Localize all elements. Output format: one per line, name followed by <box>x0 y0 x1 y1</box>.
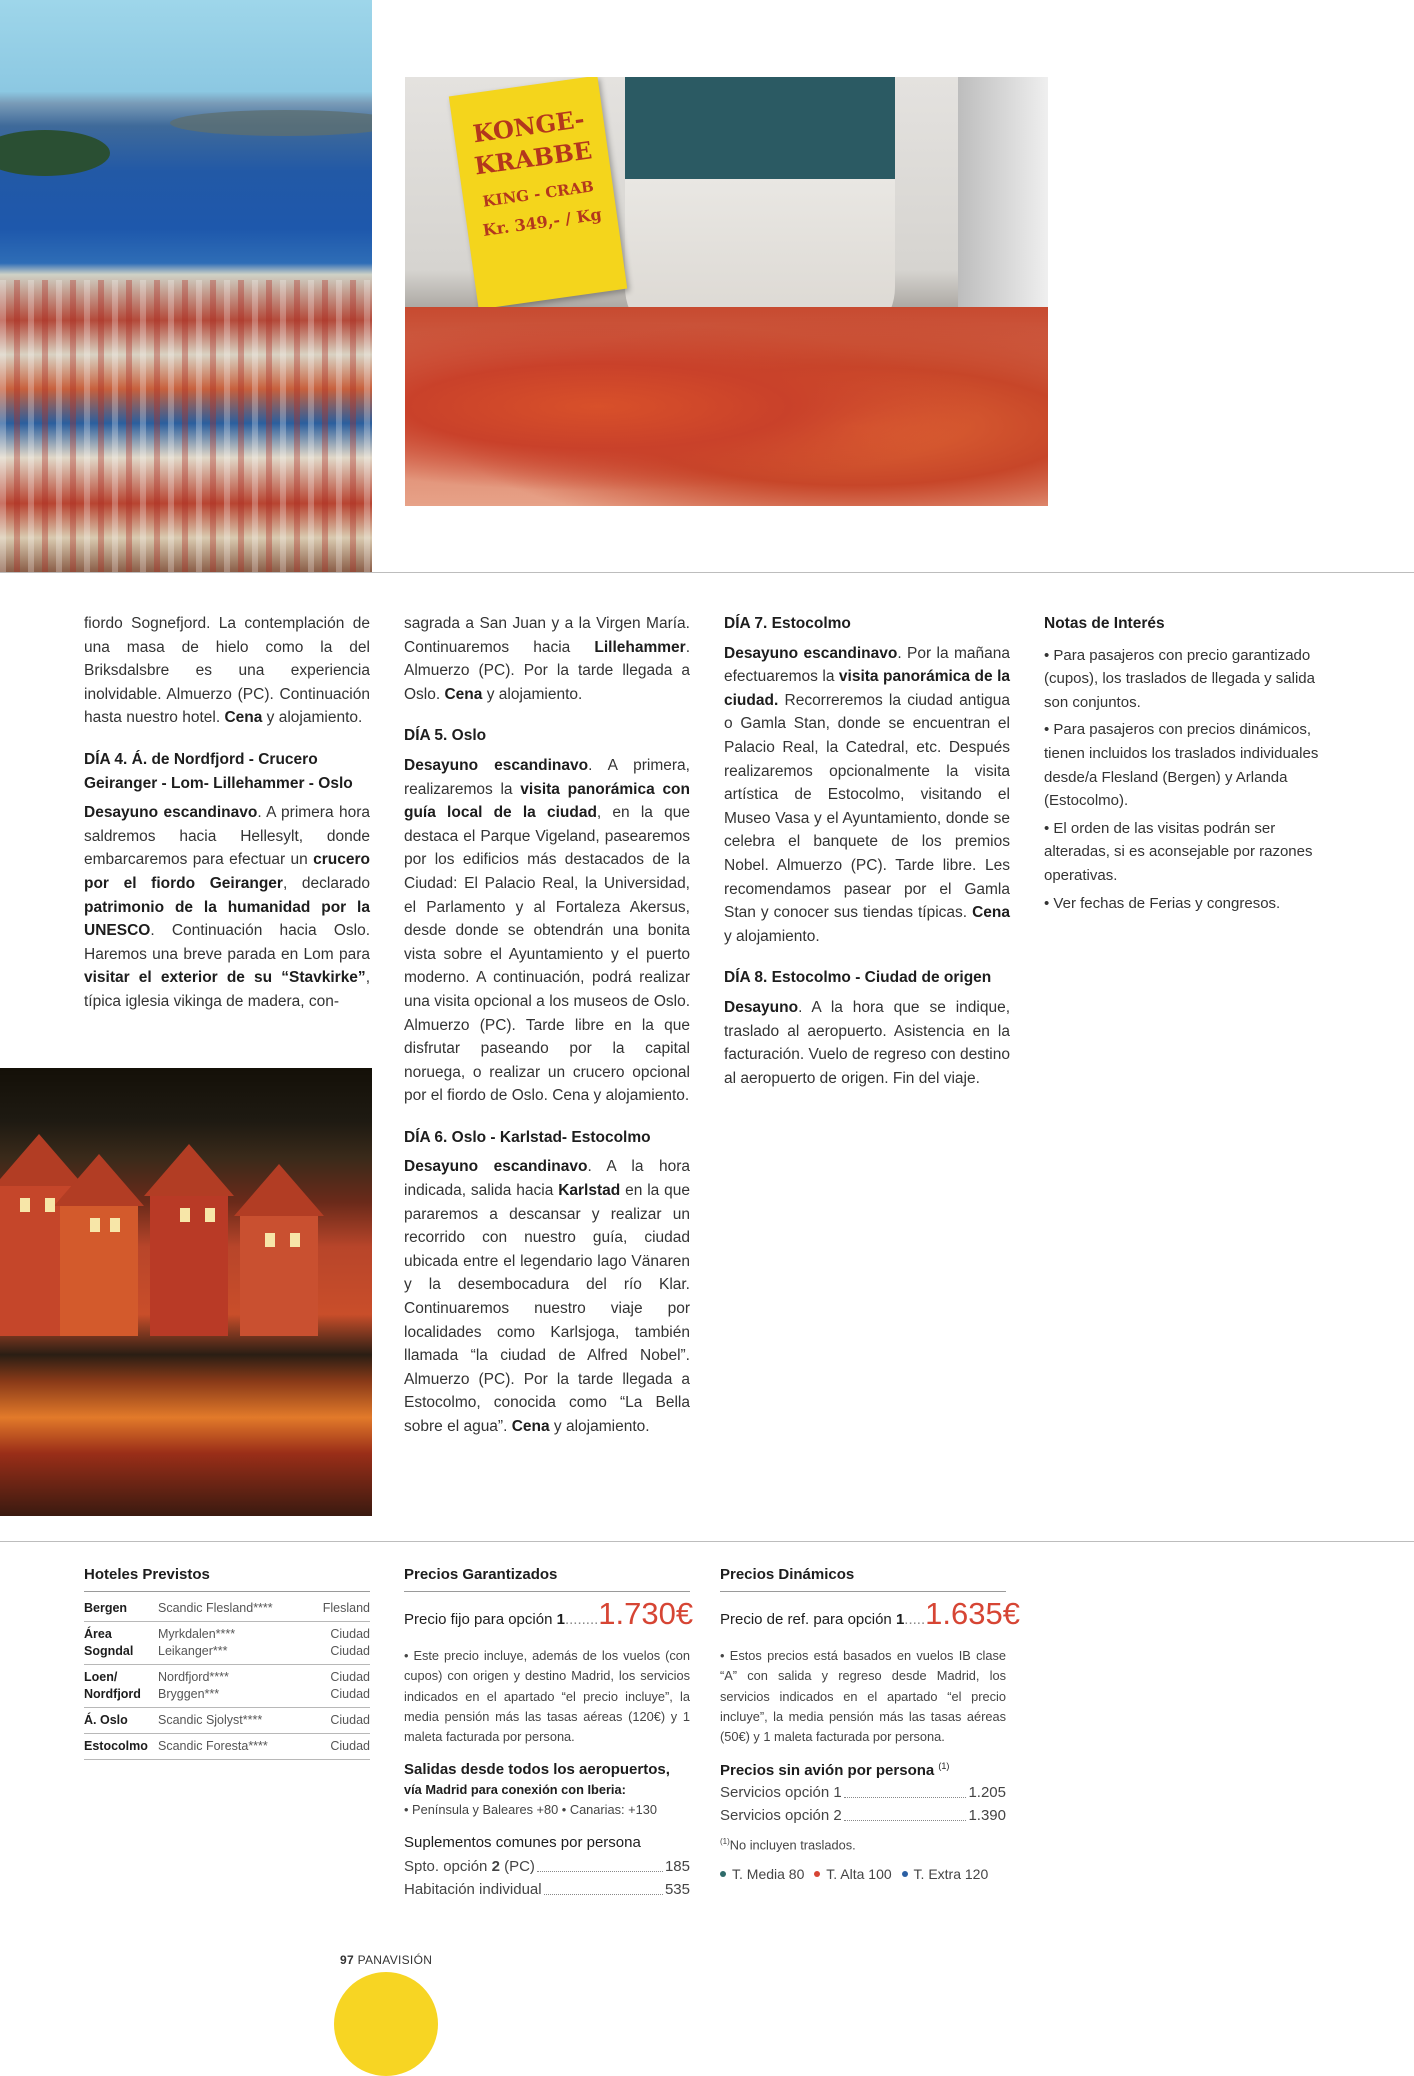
hotel-name: Scandic Flesland**** <box>158 1596 318 1622</box>
departures-title: Salidas desde todos los aeropuertos, <box>404 1761 670 1778</box>
photo-bryggen-night <box>0 1068 372 1516</box>
supplements-title: Suplementos comunes por persona <box>404 1834 641 1851</box>
table-row <box>84 1708 370 1734</box>
bottom-divider <box>0 1541 1414 1542</box>
hotel-zone: Estocolmo <box>84 1734 158 1760</box>
hotel-location: Ciudad <box>318 1734 370 1760</box>
supplement-option-2: Spto. opción 2 (PC) 185 <box>404 1855 690 1878</box>
column-1 <box>84 612 370 1014</box>
hotel-zone: Á. Oslo <box>84 1708 158 1734</box>
guaranteed-prices-title: Precios Garantizados <box>404 1566 558 1583</box>
notes-title: Notas de Interés <box>1044 615 1165 632</box>
supplement-single-room: Habitación individual 535 <box>404 1878 690 1901</box>
no-flight-prices-title: Precios sin avión por persona $^{(1)}$ <box>720 1761 950 1779</box>
page-number: 97 <box>340 1953 354 1967</box>
paragraph: Desayuno escandinavo. A primera, realizaremos la visita panorámica con guía local de la ciudad, en la que destaca el Parque Vigeland, pasearemos por los edificios más destacados de la Ciudad: El Palacio Real, la Universidad, el Parlamento y al Fortaleza Akersus, desde donde se obtendrán una bonita vista sobre el Ayuntamiento y el puerto moderno. A continuación, podrá realizar una visita opcional a los museos de Oslo. Almuerzo (PC). Tarde libre en la que disfrutar paseando por la capital noruega, o realizar un crucero opcional por el fiordo de Oslo. Cena y alojamiento. <box>404 756 690 1105</box>
photo-bergen-harbor <box>0 0 372 572</box>
notes-column <box>1044 612 1334 915</box>
photo-king-crab-market <box>405 77 1048 506</box>
paragraph: Desayuno escandinavo. Por la mañana efectuaremos la visita panorámica de la ciudad. Recorreremos la ciudad antigua o Gamla Stan, donde se encuentran el Palacio Real, la Catedral, etc. Después realizaremos opcionalmente la visita artística de Estocolmo, visitando el Museo Vasa y el Ayuntamiento, donde se celebra el banquete de los premios Nobel. Almuerzo (PC). Tarde libre. Les recomendamos pasear por el Gamla Stan y conocer sus tiendas típicas. Cena y alojamiento. <box>724 644 1010 945</box>
guaranteed-price: 1.730€ <box>598 1596 694 1631</box>
hotel-location: Ciudad Ciudad <box>318 1665 370 1708</box>
departures-subtitle: vía Madrid para conexión con Iberia: <box>404 1782 626 1797</box>
guaranteed-description: • Este precio incluye, además de los vuelos (con cupos) con origen y destino Madrid, los servicios indicados en el apartado “el precio incluye”, la media pensión más las tasas aéreas (120€) y 1 maleta facturada por persona. <box>404 1648 690 1745</box>
column-3 <box>724 612 1010 1090</box>
table-row <box>84 1622 370 1665</box>
paragraph: Desayuno escandinavo. A la hora indicada, salida hacia Karlstad en la que pararemos a descansar y realizar un recorrido con nuestro guía, ciudad ubicada entre el legendario lago Vänaren y la desembocadura del río Klar. Continuaremos nuestro viaje por localidades como Karlsjoga, también llamada “la ciudad de Alfred Nobel”. Almuerzo (PC). Por la tarde llegada a Estocolmo, conocida como “La Bella sobre el agua”. Cena y alojamiento. <box>404 1158 690 1435</box>
column-2 <box>404 612 690 1439</box>
note-item: • Ver fechas de Ferias y congresos. <box>1044 894 1281 912</box>
no-transfers-note: $^{(1)}$No incluyen traslados. <box>720 1837 856 1853</box>
dynamic-prices-title: Precios Dinámicos <box>720 1566 855 1583</box>
hotel-location: Flesland <box>318 1596 370 1622</box>
top-divider <box>0 572 1414 573</box>
paragraph: Desayuno escandinavo. A primera hora saldremos hacia Hellesylt, donde embarcaremos para efectuar un crucero por el fiordo Geiranger, declarado patrimonio de la humanidad por la UNESCO. Continuación hacia Oslo. Haremos una breve parada en Lom para visitar el exterior de su “Stavkirke”, típica iglesia vikinga de madera, con- <box>84 804 370 1010</box>
hotel-name: Scandic Sjolyst**** <box>158 1708 318 1734</box>
hotels-title-rule <box>84 1591 370 1592</box>
departures-items: • Península y Baleares +80 • Canarias: +130 <box>404 1802 657 1817</box>
season-dot-media <box>720 1871 726 1877</box>
day-4-heading: DÍA 4. Á. de Nordfjord - Crucero Geiranger - Lom- Lillehammer - Oslo <box>84 750 353 792</box>
note-item: • Para pasajeros con precios dinámicos, tienen incluidos los traslados individuales desde/a Flesland (Bergen) y Arlanda (Estocolmo). <box>1044 721 1319 810</box>
hotel-name: Scandic Foresta**** <box>158 1734 318 1760</box>
paragraph: Desayuno. A la hora que se indique, traslado al aeropuerto. Asistencia en la facturación. Vuelo de regreso con destino al aeropuerto de origen. Fin del viaje. <box>724 998 1010 1087</box>
paragraph: fiordo Sognefjord. La contemplación de una masa de hielo como la del Briksdalsbre es una experiencia inolvidable. Almuerzo (PC). Continuación hasta nuestro hotel. Cena y alojamiento. <box>84 615 370 727</box>
paragraph: sagrada a San Juan y a la Virgen María. Continuaremos hacia Lillehammer. Almuerzo (PC). Por la tarde llegada a Oslo. Cena y alojamiento. <box>404 615 690 703</box>
day-6-heading: DÍA 6. Oslo - Karlstad- Estocolmo <box>404 1128 651 1146</box>
page-footer <box>340 1953 432 1967</box>
hotel-zone: Loen/ Nordfjord <box>84 1665 158 1708</box>
table-row <box>84 1734 370 1760</box>
hotel-zone: Bergen <box>84 1596 158 1622</box>
dynamic-price: 1.635€ <box>925 1596 1020 1631</box>
dynamic-description: • Estos precios está basados en vuelos IB clase “A” con salida y regreso desde Madrid, los servicios indicados en el apartado “el precio incluye”, la media pensión más las tasas aéreas (50€) y 1 maleta facturada por persona. <box>720 1648 1006 1745</box>
services-option-2: Servicios opción 2 1.390 <box>720 1804 1006 1827</box>
hotel-zone: Área Sogndal <box>84 1622 158 1665</box>
dynamic-title-rule <box>720 1591 1006 1592</box>
day-8-heading: DÍA 8. Estocolmo - Ciudad de origen <box>724 969 992 987</box>
season-dot-extra <box>902 1871 908 1877</box>
guaranteed-title-rule <box>404 1591 690 1592</box>
table-row <box>84 1665 370 1708</box>
note-item: • El orden de las visitas podrán ser alteradas, si es aconsejable por razones operativas. <box>1044 819 1313 884</box>
hotel-name: Myrkdalen**** Leikanger*** <box>158 1622 318 1665</box>
season-dot-alta <box>814 1871 820 1877</box>
brand-name: PANAVISIÓN <box>357 1953 433 1967</box>
services-option-1: Servicios opción 1 1.205 <box>720 1781 1006 1804</box>
note-item: • Para pasajeros con precio garantizado (cupos), los traslados de llegada y salida son conjuntos. <box>1044 646 1315 711</box>
guaranteed-price-row: Precio fijo para opción 1........1.730€ <box>404 1596 694 1631</box>
table-row <box>84 1596 370 1622</box>
footer-yellow-circle <box>334 1972 438 2076</box>
crab-price-sign: KONGE- KRABBE KING - CRAB Kr. 349,- / Kg <box>449 77 627 309</box>
hotels-title: Hoteles Previstos <box>84 1566 210 1583</box>
hotel-location: Ciudad Ciudad <box>318 1622 370 1665</box>
season-supplements: T. Media 80 T. Alta 100 T. Extra 120 <box>714 1866 988 1882</box>
dynamic-price-row: Precio de ref. para opción 1.....1.635€ <box>720 1596 1020 1631</box>
hotel-location: Ciudad <box>318 1708 370 1734</box>
hotel-name: Nordfjord**** Bryggen*** <box>158 1665 318 1708</box>
hotels-table <box>84 1596 370 1760</box>
day-5-heading: DÍA 5. Oslo <box>404 727 487 745</box>
day-7-heading: DÍA 7. Estocolmo <box>724 615 851 632</box>
